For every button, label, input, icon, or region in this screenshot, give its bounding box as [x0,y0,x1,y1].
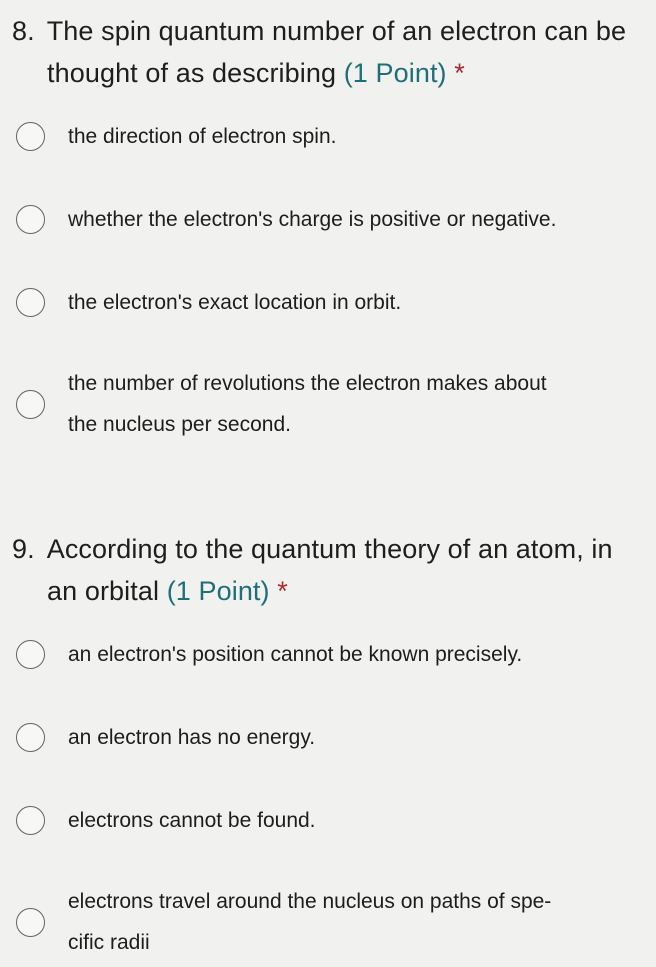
option-label: the electron's exact location in orbit. [68,291,402,314]
points-label: (1 Point) [166,576,270,606]
question-text-line2: thought of as describing [47,58,337,88]
option-label-line2: the nucleus per second. [68,413,291,436]
radio-button[interactable] [16,640,45,669]
question-text-line1: According to the quantum theory of an atom, in [46,534,613,564]
option-9a[interactable] [0,630,656,680]
option-8d[interactable] [0,362,656,448]
option-label: electrons cannot be found. [68,809,316,832]
option-label: the direction of electron spin. [68,125,337,148]
option-label: an electron has no energy. [68,726,316,749]
option-9b[interactable] [0,713,656,763]
radio-button[interactable] [16,806,45,835]
question-9-title [12,528,613,612]
question-number: 9. [12,534,35,564]
option-8a[interactable] [0,112,656,162]
option-label: an electron's position cannot be known precisely. [68,643,523,666]
question-text-line1: The spin quantum number of an electron can be [46,16,627,46]
radio-button[interactable] [16,390,45,419]
option-label-line1: the number of revolutions the electron makes about [68,372,547,395]
radio-button[interactable] [16,122,45,151]
question-text-line2: an orbital [47,576,160,606]
question-8-title [12,10,626,94]
radio-button[interactable] [16,205,45,234]
required-marker: * [277,576,288,606]
points-label: (1 Point) [343,58,447,88]
option-9c[interactable] [0,796,656,846]
option-label: whether the electron's charge is positive or negative. [68,208,557,231]
option-label-line2: cific radii [68,931,150,954]
option-8c[interactable] [0,278,656,328]
required-marker: * [454,58,465,88]
option-label-line1: electrons travel around the nucleus on paths of spe- [68,890,552,913]
option-8b[interactable] [0,195,656,245]
radio-button[interactable] [16,908,45,937]
question-number: 8. [12,16,35,46]
option-9d[interactable] [0,880,656,966]
radio-button[interactable] [16,288,45,317]
radio-button[interactable] [16,723,45,752]
